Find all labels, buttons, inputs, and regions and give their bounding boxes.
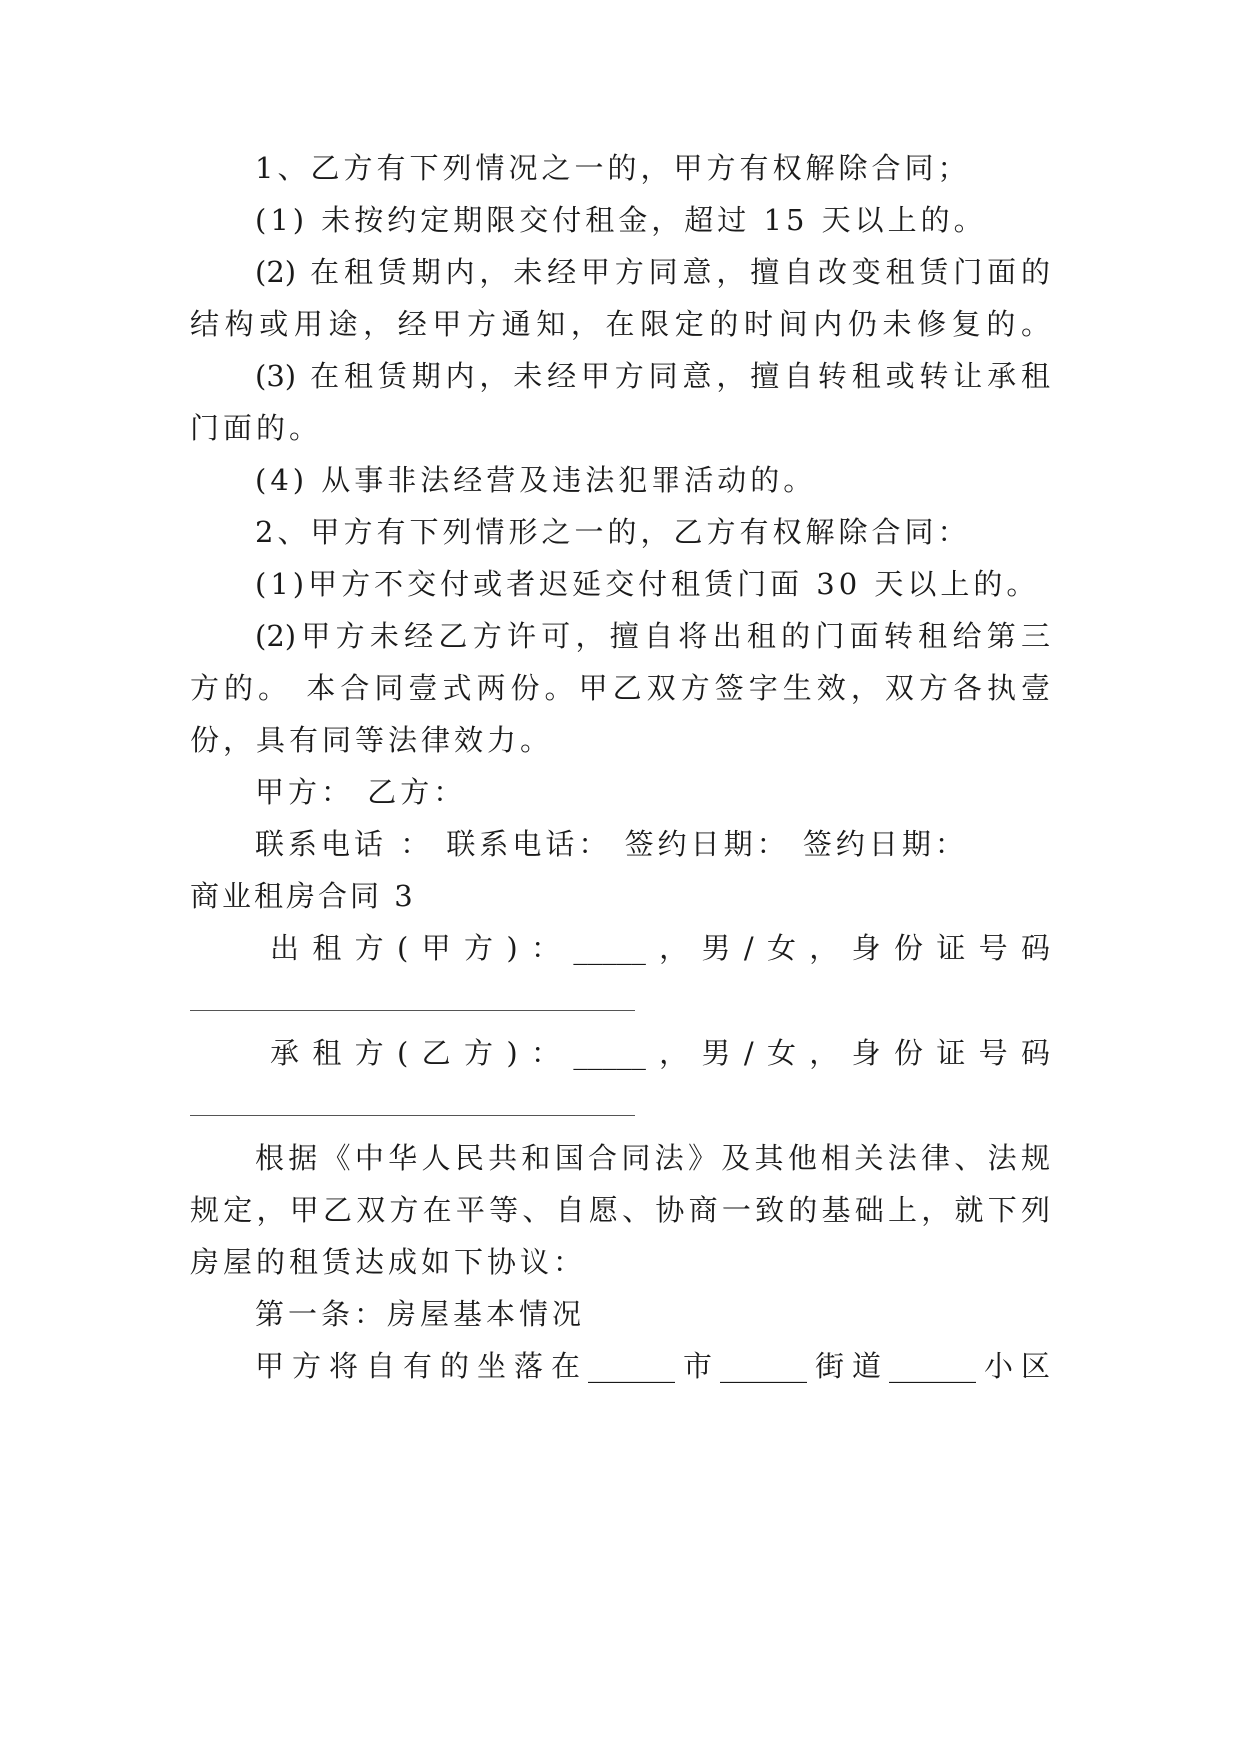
clause-1-item-3: (3) 在租赁期内，未经甲方同意，擅自转租或转让承租 (255, 359, 1050, 393)
lessor-id-blank (190, 1010, 635, 1011)
clause-1-heading: 1、乙方有下列情况之一的，甲方有权解除合同； (255, 151, 971, 185)
clause-1-item-2-cont: 结构或用途，经甲方通知，在限定的时间内仍未修复的。 (190, 307, 1050, 341)
party-signatures: 甲方： 乙方： (255, 775, 467, 809)
preamble-line-2: 规定，甲乙双方在平等、自愿、协商一致的基础上，就下列 (190, 1193, 1050, 1227)
clause-1-item-3-cont: 门面的。 (190, 411, 323, 445)
preamble-line-3: 房屋的租赁达成如下协议： (190, 1245, 587, 1279)
lessee-id-blank (190, 1115, 635, 1116)
lessor-line: 出租方(甲方)：_____，男/女，身份证号码 (270, 931, 1050, 965)
article-1-text: 甲方将自有的坐落在______市______街道______小区 (255, 1349, 1050, 1383)
clause-1-item-1: (1) 未按约定期限交付租金，超过 15 天以上的。 (255, 203, 987, 237)
clause-2-heading: 2、甲方有下列情形之一的，乙方有权解除合同： (255, 515, 971, 549)
clause-2-item-2-end: 份，具有同等法律效力。 (190, 723, 554, 757)
contact-and-date: 联系电话 ： 联系电话： 签约日期： 签约日期： (255, 827, 968, 861)
clause-2-item-1: (1)甲方不交付或者迟延交付租赁门面 30 天以上的。 (255, 567, 1040, 601)
article-1-heading: 第一条：房屋基本情况 (255, 1297, 586, 1331)
clause-2-item-2: (2)甲方未经乙方许可，擅自将出租的门面转租给第三 (255, 619, 1050, 653)
clause-1-item-2: (2) 在租赁期内，未经甲方同意，擅自改变租赁门面的 (255, 255, 1050, 289)
lessee-line: 承租方(乙方)：_____，男/女，身份证号码 (270, 1036, 1050, 1070)
clause-2-item-2-cont: 方的。 本合同壹式两份。甲乙双方签字生效，双方各执壹 (190, 671, 1050, 705)
preamble-line-1: 根据《中华人民共和国合同法》及其他相关法律、法规 (255, 1141, 1050, 1175)
clause-1-item-4: (4) 从事非法经营及违法犯罪活动的。 (255, 463, 817, 497)
contract-title: 商业租房合同 3 (190, 879, 416, 913)
